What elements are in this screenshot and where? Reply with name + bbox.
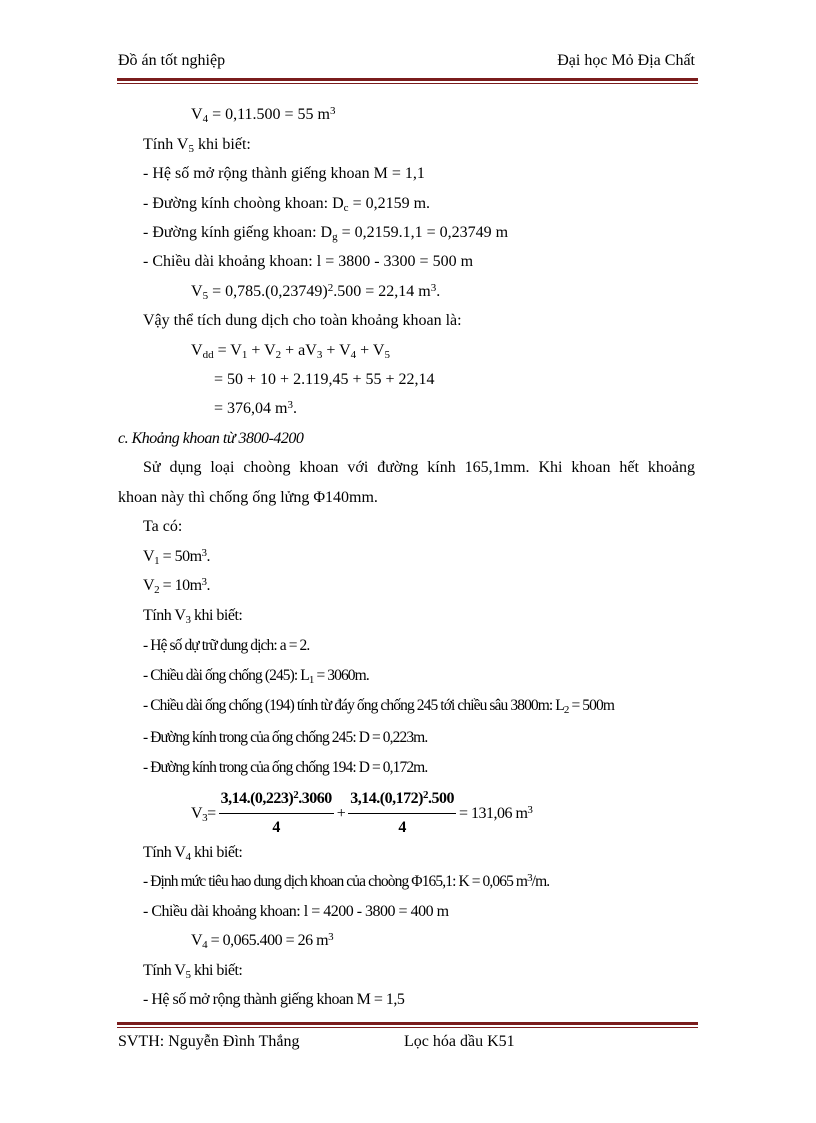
calc-v4-heading: Tính $V_4$ khi biết:: [143, 844, 243, 863]
formula-v5: $V_5 = 0,785.(0,23749)^2.500 = 22,14$ $m^3$.: [191, 282, 441, 302]
formula-vdd: $V_{dd} = V_1 + V_2 + aV_3 + V_4 + V_5$: [191, 342, 390, 361]
paragraph-line-1: Sử dụng loại choòng khoan với đường kính 165,1mm. Khi khoan hết khoảng: [143, 459, 695, 476]
calc-v5-heading-2: Tính $V_5$ khi biết:: [143, 962, 243, 981]
total-volume-intro: Vậy thể tích dung dịch cho toàn khoảng khoan là:: [143, 312, 462, 329]
footer-rule: [117, 1022, 698, 1028]
expansion-coef-2: - Hệ số mở rộng thành giếng khoan M = 1,5: [143, 991, 405, 1008]
value-v2: $V_2 = 10m^3$.: [143, 576, 211, 596]
formula-v4-2: $V_4 = 0,065.400 = 26$ $m^3$: [191, 931, 334, 951]
interval-length-2: - Chiều dài khoảng khoan: l = 4200 - 3800 = 400 m: [143, 903, 449, 920]
section-heading-c: c. Khoảng khoan từ 3800-4200: [118, 430, 304, 447]
fraction-casing-194: $\frac{3,14.(0,172)^2.500}{4}$: [350, 789, 454, 836]
formula-vdd-sum: = 50 + 10 + 2.119,45 + 55 + 22,14: [214, 371, 435, 388]
interval-length: - Chiều dài khoảng khoan: l = 3800 - 3300 = 500 m: [143, 253, 474, 270]
bit-diameter: - Đường kính choòng khoan: $D_c = 0,2159$ m.: [143, 195, 431, 214]
footer-left: SVTH: Nguyễn Đình Thắng: [118, 1033, 300, 1050]
reserve-coef: - Hệ số dự trữ dung dịch: a = 2.: [143, 637, 310, 654]
paragraph-line-2: khoan này thì chống ống lửng Φ140mm.: [118, 489, 378, 506]
well-diameter: - Đường kính giếng khoan: $D_g = 0,2159.1,1 = 0,23749$ m: [143, 224, 509, 243]
casing-194-length: - Chiều dài ống chống (194) tính từ đáy ống chống 245 tới chiều sâu 3800m: $L_2 = 500m$: [143, 697, 614, 716]
casing-194-diameter: - Đường kính trong của ống chống 194: D = 0,172m.: [143, 759, 428, 776]
casing-245-diameter: - Đường kính trong của ống chống 245: D = 0,223m.: [143, 729, 428, 746]
formula-vdd-result: = 376,04 $m^3$.: [214, 399, 297, 417]
formula-v4: $V_4 = 0,11.500 = 55$ $m^3$: [191, 105, 336, 125]
fraction-casing-245: $\frac{3,14.(0,223)^2.3060}{4}$: [220, 789, 332, 836]
calc-v3-heading: Tính $V_3$ khi biết:: [143, 607, 243, 626]
header-rule: [117, 78, 698, 84]
value-v1: $V_1 = 50m^3$.: [143, 547, 211, 567]
casing-245-length: - Chiều dài ống chống (245): $L_1 = 3060m$.: [143, 667, 369, 686]
header-left: Đồ án tốt nghiệp: [118, 52, 226, 69]
calc-v5-heading: Tính $V_5$ khi biết:: [143, 136, 251, 155]
footer-right: Lọc hóa dầu K51: [404, 1033, 515, 1050]
given-intro: Ta có:: [143, 518, 183, 535]
header-right: Đại học Mỏ Địa Chất: [557, 52, 695, 69]
consumption-rate: - Định mức tiêu hao dung dịch khoan của choòng Φ165,1: K = 0,065 $m^3/m$.: [143, 872, 550, 890]
formula-v3: $V_3=$ $\frac{3,14.(0,223)^2.3060}{4}$ + $\frac{3,14.(0,172)^2.500}{4}$ = 131,06 $m^3$: [191, 787, 532, 840]
expansion-coef: - Hệ số mở rộng thành giếng khoan M = 1,1: [143, 165, 425, 182]
